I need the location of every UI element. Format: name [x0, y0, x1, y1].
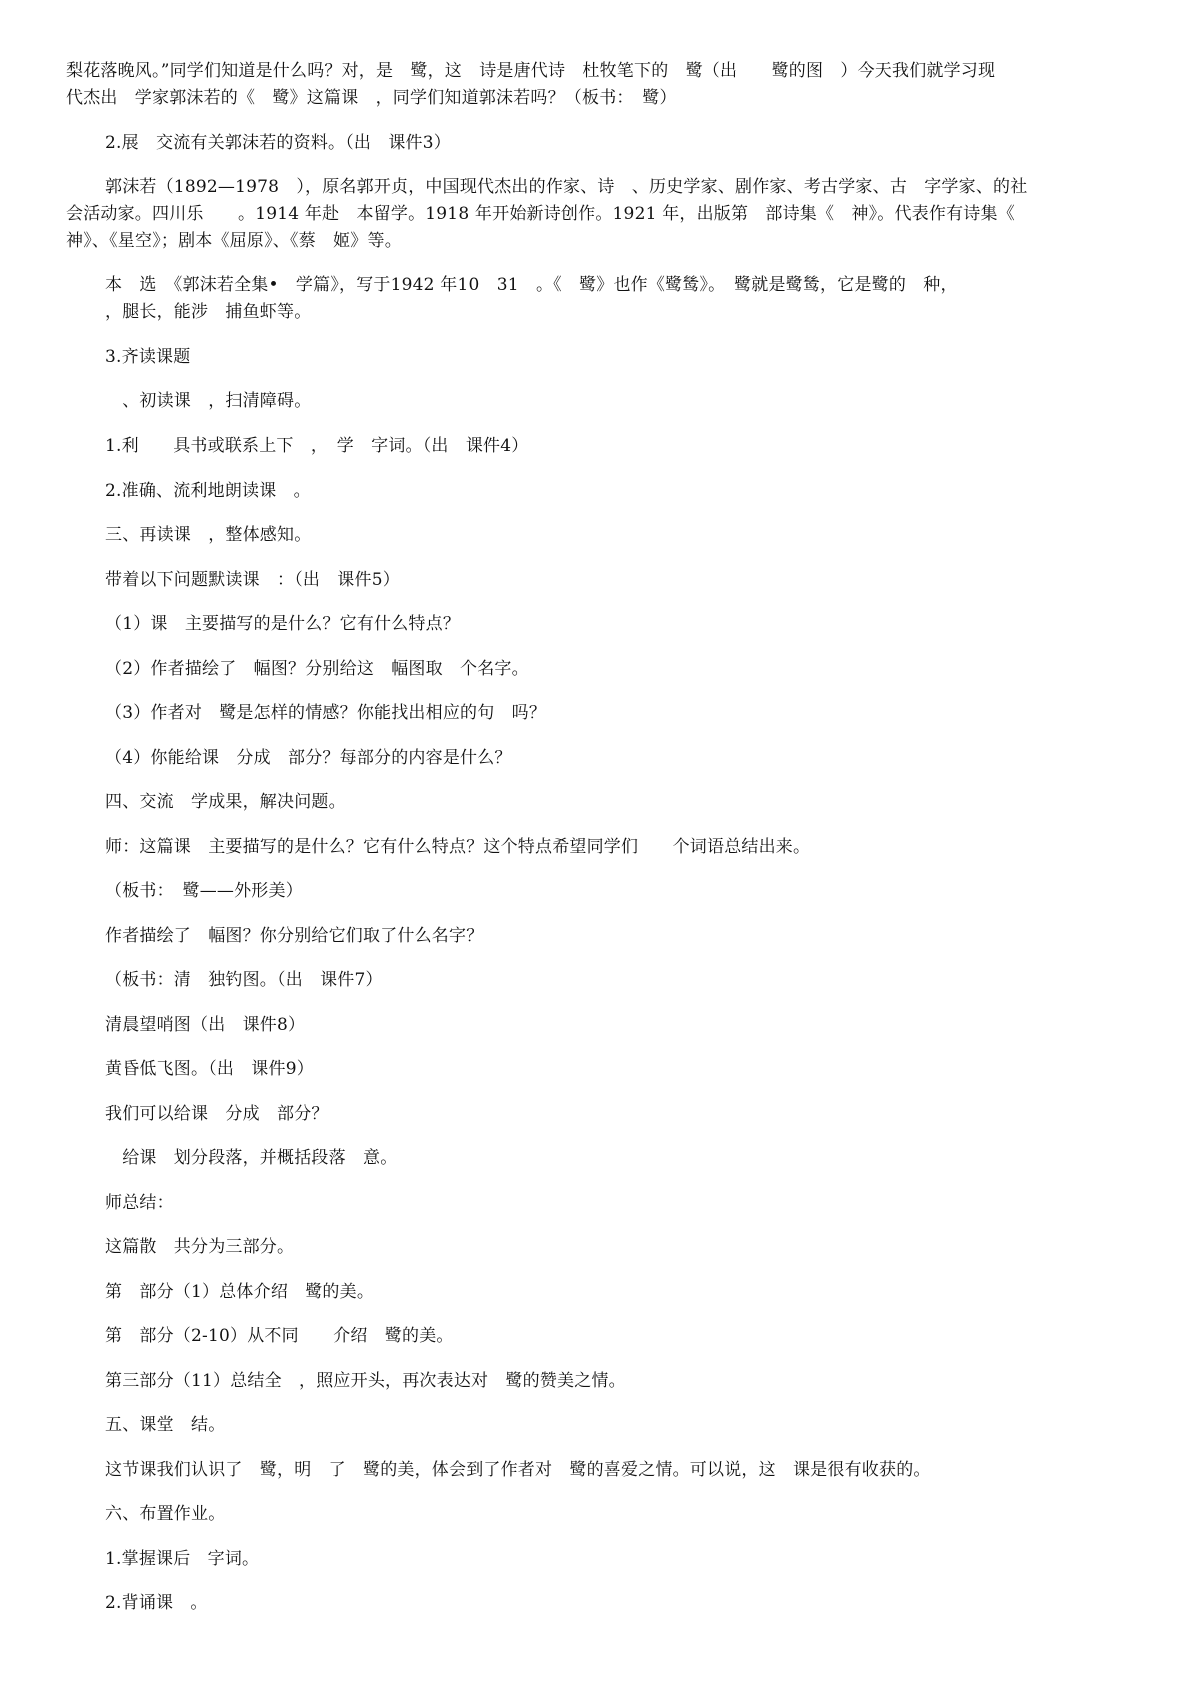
paragraph-line: 带着以下问题默读课 ：（出 课件5）	[105, 570, 400, 590]
question-item: （2）作者描绘了 幅图？分别给这 幅图取 个名字。	[105, 659, 529, 679]
paragraph-line: 作者描绘了 幅图？你分别给它们取了什么名字？	[105, 926, 484, 946]
question-item: （3）作者对 鹭是怎样的情感？你能找出相应的句 吗？	[105, 703, 547, 723]
paragraph-line: 黄昏低飞图。（出 课件9）	[105, 1059, 314, 1079]
paragraph-line: 第 部分（2-10）从不同 介绍 鹭的美。	[105, 1326, 454, 1346]
paragraph-line: 神》、《星空》；剧本《屈原》、《蔡 姬》等。	[66, 231, 402, 251]
paragraph-line: 本 选 《郭沫若全集• 学篇》，写于1942 年10 31 。《 鹭》也作《鹭鸶》。 鹭就是鹭鸶，它是鹭的 种，	[105, 275, 958, 295]
paragraph-line: 郭沫若（1892—1978 ），原名郭开贞，中国现代杰出的作家、诗 、历史学家、剧作家、考古学家、古 字学家、的社	[105, 177, 1028, 197]
paragraph-line: 师：这篇课 主要描写的是什么？它有什么特点？这个特点希望同学们 个词语总结出来。	[105, 837, 811, 857]
paragraph-line: 代杰出 学家郭沫若的《 鹭》这篇课 ，同学们知道郭沫若吗？（板书： 鹭）	[66, 88, 677, 108]
paragraph-line: 我们可以给课 分成 部分？	[105, 1104, 329, 1124]
paragraph-line: 2.背诵课 。	[105, 1593, 208, 1613]
paragraph-line: 1.掌握课后 字词。	[105, 1549, 260, 1569]
board-note: （板书：清 独钓图。（出 课件7）	[105, 970, 383, 990]
paragraph-line: 2.展 交流有关郭沫若的资料。（出 课件3）	[105, 133, 451, 153]
section-heading: 、初读课 ，扫清障碍。	[105, 391, 312, 411]
paragraph-line: 师总结：	[105, 1193, 174, 1213]
paragraph-line: 梨花落晚风。”同学们知道是什么吗？对，是 鹭，这 诗是唐代诗 杜牧笔下的 鹭（出 鹭的图 ）今天我们就学习现	[66, 61, 996, 81]
section-heading: 三、再读课 ，整体感知。	[105, 525, 312, 545]
paragraph-line: 给课 划分段落，并概括段落 意。	[105, 1148, 398, 1168]
paragraph-line: 2.准确、流利地朗读课 。	[105, 481, 311, 501]
paragraph-line: ，腿长，能涉 捕鱼虾等。	[105, 302, 312, 322]
section-heading: 六、布置作业。	[105, 1504, 226, 1524]
paragraph-line: 这节课我们认识了 鹭，明 了 鹭的美，体会到了作者对 鹭的喜爱之情。可以说，这 课是很有收获的。	[105, 1460, 931, 1480]
board-note: （板书： 鹭——外形美）	[105, 881, 303, 901]
section-heading: 五、课堂 结。	[105, 1415, 226, 1435]
paragraph-line: 清晨望哨图（出 课件8）	[105, 1015, 306, 1035]
paragraph-line: 第三部分（11）总结全 ，照应开头，再次表达对 鹭的赞美之情。	[105, 1371, 626, 1391]
paragraph-line: 这篇散 共分为三部分。	[105, 1237, 295, 1257]
section-heading: 3.齐读课题	[105, 347, 191, 367]
section-heading: 四、交流 学成果，解决问题。	[105, 792, 346, 812]
paragraph-line: 第 部分（1）总体介绍 鹭的美。	[105, 1282, 375, 1302]
paragraph-line: 会活动家。四川乐 。1914 年赴 本留学。1918 年开始新诗创作。1921 年，出版第 部诗集《 神》。代表作有诗集《	[66, 204, 1015, 224]
question-item: （4）你能给课 分成 部分？每部分的内容是什么？	[105, 748, 512, 768]
paragraph-line: 1.利 具书或联系上下 ， 学 字词。（出 课件4）	[105, 436, 529, 456]
question-item: （1）课 主要描写的是什么？它有什么特点？	[105, 614, 461, 634]
